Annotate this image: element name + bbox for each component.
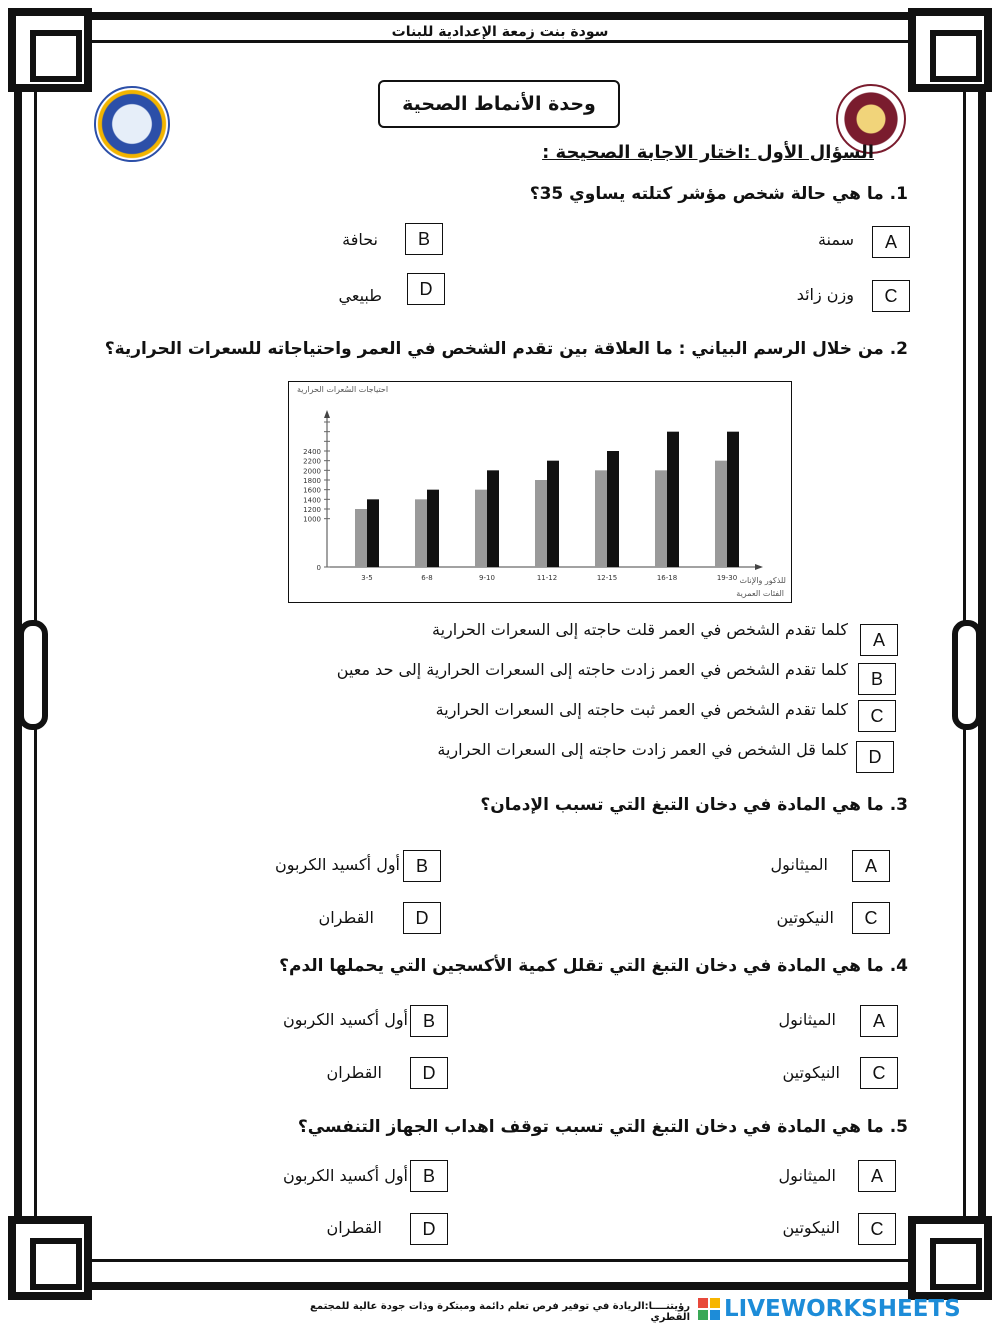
option-text-q2-d: كلما قل الشخص في العمر زادت حاجته إلى السعرات الحرارية [437,740,848,759]
chart-y-tick-label: 1200 [303,506,321,514]
school-logo [94,86,170,162]
chart-bar [427,490,439,567]
option-text-q3-a: الميثانول [770,855,828,874]
question-3: 3. ما هي المادة في دخان التبغ التي تسبب الإدمان؟ [480,795,908,815]
option-text-q5-a: الميثانول [778,1166,836,1185]
option-box-q3-c[interactable]: C [852,902,890,934]
option-text-q3-d: القطران [318,908,374,927]
school-name: سودة بنت زمعة الإعدادية للبنات [391,24,609,40]
chart-bar [367,499,379,567]
option-box-q3-d[interactable]: D [403,902,441,934]
question-5: 5. ما هي المادة في دخان التبغ التي تسبب توقف اهداب الجهاز التنفسي؟ [297,1117,908,1137]
corner-knot-bottom-right [908,1216,992,1300]
chart-bar [415,499,427,567]
question-4: 4. ما هي المادة في دخان التبغ التي تقلل كمية الأكسجين التي يحملها الدم؟ [279,956,908,976]
chart-y-tick-label: 1400 [303,496,321,505]
chart-x-label: الفئات العمرية [736,589,784,598]
chart-x-tick-label: 9-10 [479,574,495,582]
chart-x-axis-arrow [755,564,763,570]
chart-bar [715,461,727,567]
option-text-q5-c: النيكوتين [782,1218,840,1237]
option-text-q4-d: القطران [326,1063,382,1082]
option-box-q1-c[interactable]: C [872,280,910,312]
chart-y-tick-label: 2400 [303,448,321,456]
vision-statement: رؤيتنــــا:الريادة في توفير فرص تعلم دائمة ومبتكرة وذات جودة عالية للمجتمع القطري [310,1301,690,1323]
option-box-q3-b[interactable]: B [403,850,441,882]
unit-title: وحدة الأنماط الصحية [378,80,620,128]
option-box-q5-a[interactable]: A [858,1160,896,1192]
chart-x-tick-label: 12-15 [596,574,618,582]
option-text-q5-d: القطران [326,1218,382,1237]
option-text-q2-a: كلما تقدم الشخص في العمر قلت حاجته إلى السعرات الحرارية [432,620,848,639]
option-box-q3-a[interactable]: A [852,850,890,882]
chart-bar [667,432,679,567]
option-box-q4-b[interactable]: B [410,1005,448,1037]
option-box-q1-b[interactable]: B [405,223,443,255]
option-text-q4-c: النيكوتين [782,1063,840,1082]
question-2: 2. من خلال الرسم البياني : ما العلاقة بين تقدم الشخص في العمر واحتياجاته للسعرات الحرارية؟ [104,339,908,359]
chart-y-tick-label: 2000 [303,467,321,476]
liveworksheets-brand[interactable]: LIVEWORKSHEETS [724,1296,961,1322]
option-box-q5-c[interactable]: C [858,1213,896,1245]
option-box-q2-c[interactable]: C [858,700,896,732]
option-box-q1-a[interactable]: A [872,226,910,258]
chart-y-label: احتياجات السُعرات الحرارية [297,385,389,394]
option-text-q3-b: أول أكسيد الكربون [275,855,400,874]
option-text-q1-a: سمنة [817,230,854,249]
option-box-q5-b[interactable]: B [410,1160,448,1192]
chart-y-tick-label: 1600 [303,486,321,495]
corner-knot-bottom-left [8,1216,92,1300]
chart-bar [727,432,739,567]
chart-bar [547,461,559,567]
option-text-q3-c: النيكوتين [776,908,834,927]
chart-bar [607,451,619,567]
chart-x-tick-label: 11-12 [536,574,558,582]
chart-bar [535,480,547,567]
option-box-q2-d[interactable]: D [856,741,894,773]
option-text-q2-b: كلما تقدم الشخص في العمر زادت حاجته إلى السعرات الحرارية إلى حد معين [336,660,848,679]
chart-bar [655,470,667,567]
corner-knot-top-right [908,8,992,92]
chart-bar [355,509,367,567]
side-knot-left [18,620,48,730]
option-text-q5-b: أول أكسيد الكربون [283,1166,408,1185]
chart-legend-label: للذكور والإناث [739,576,786,585]
chart-y-tick-label: 0 [316,564,321,572]
option-text-q4-a: الميثانول [778,1010,836,1029]
option-box-q4-d[interactable]: D [410,1057,448,1089]
option-box-q2-b[interactable]: B [858,663,896,695]
calorie-chart [288,381,792,603]
option-text-q1-d: طبيعي [338,286,382,305]
chart-bar [475,490,487,567]
chart-bar [487,470,499,567]
chart-y-tick-label: 1000 [303,515,321,524]
chart-bar [595,470,607,567]
option-text-q1-b: نحافة [342,230,378,249]
option-box-q2-a[interactable]: A [860,624,898,656]
calorie-chart-svg [289,382,793,604]
corner-knot-top-left [8,8,92,92]
option-box-q5-d[interactable]: D [410,1213,448,1245]
option-box-q1-d[interactable]: D [407,273,445,305]
chart-x-tick-label: 16-18 [656,574,678,582]
chart-y-axis-arrow [324,410,330,418]
chart-y-tick-label: 2200 [303,457,321,466]
section-title: السؤال الأول :اختار الاجابة الصحيحة : [542,142,874,163]
option-text-q2-c: كلما تقدم الشخص في العمر ثبت حاجته إلى السعرات الحرارية [435,700,848,719]
side-knot-right [952,620,982,730]
chart-x-tick-label: 19-30 [716,574,738,582]
option-box-q4-c[interactable]: C [860,1057,898,1089]
option-text-q1-c: وزن زائد [796,285,854,304]
chart-x-tick-label: 6-8 [421,574,433,582]
chart-y-tick-label: 1800 [303,477,321,485]
liveworksheets-logo-icon [698,1298,720,1320]
option-box-q4-a[interactable]: A [860,1005,898,1037]
option-text-q4-b: أول أكسيد الكربون [283,1010,408,1029]
chart-x-tick-label: 3-5 [361,574,373,582]
question-1: 1. ما هي حالة شخص مؤشر كتلته يساوي 35؟ [529,184,908,204]
